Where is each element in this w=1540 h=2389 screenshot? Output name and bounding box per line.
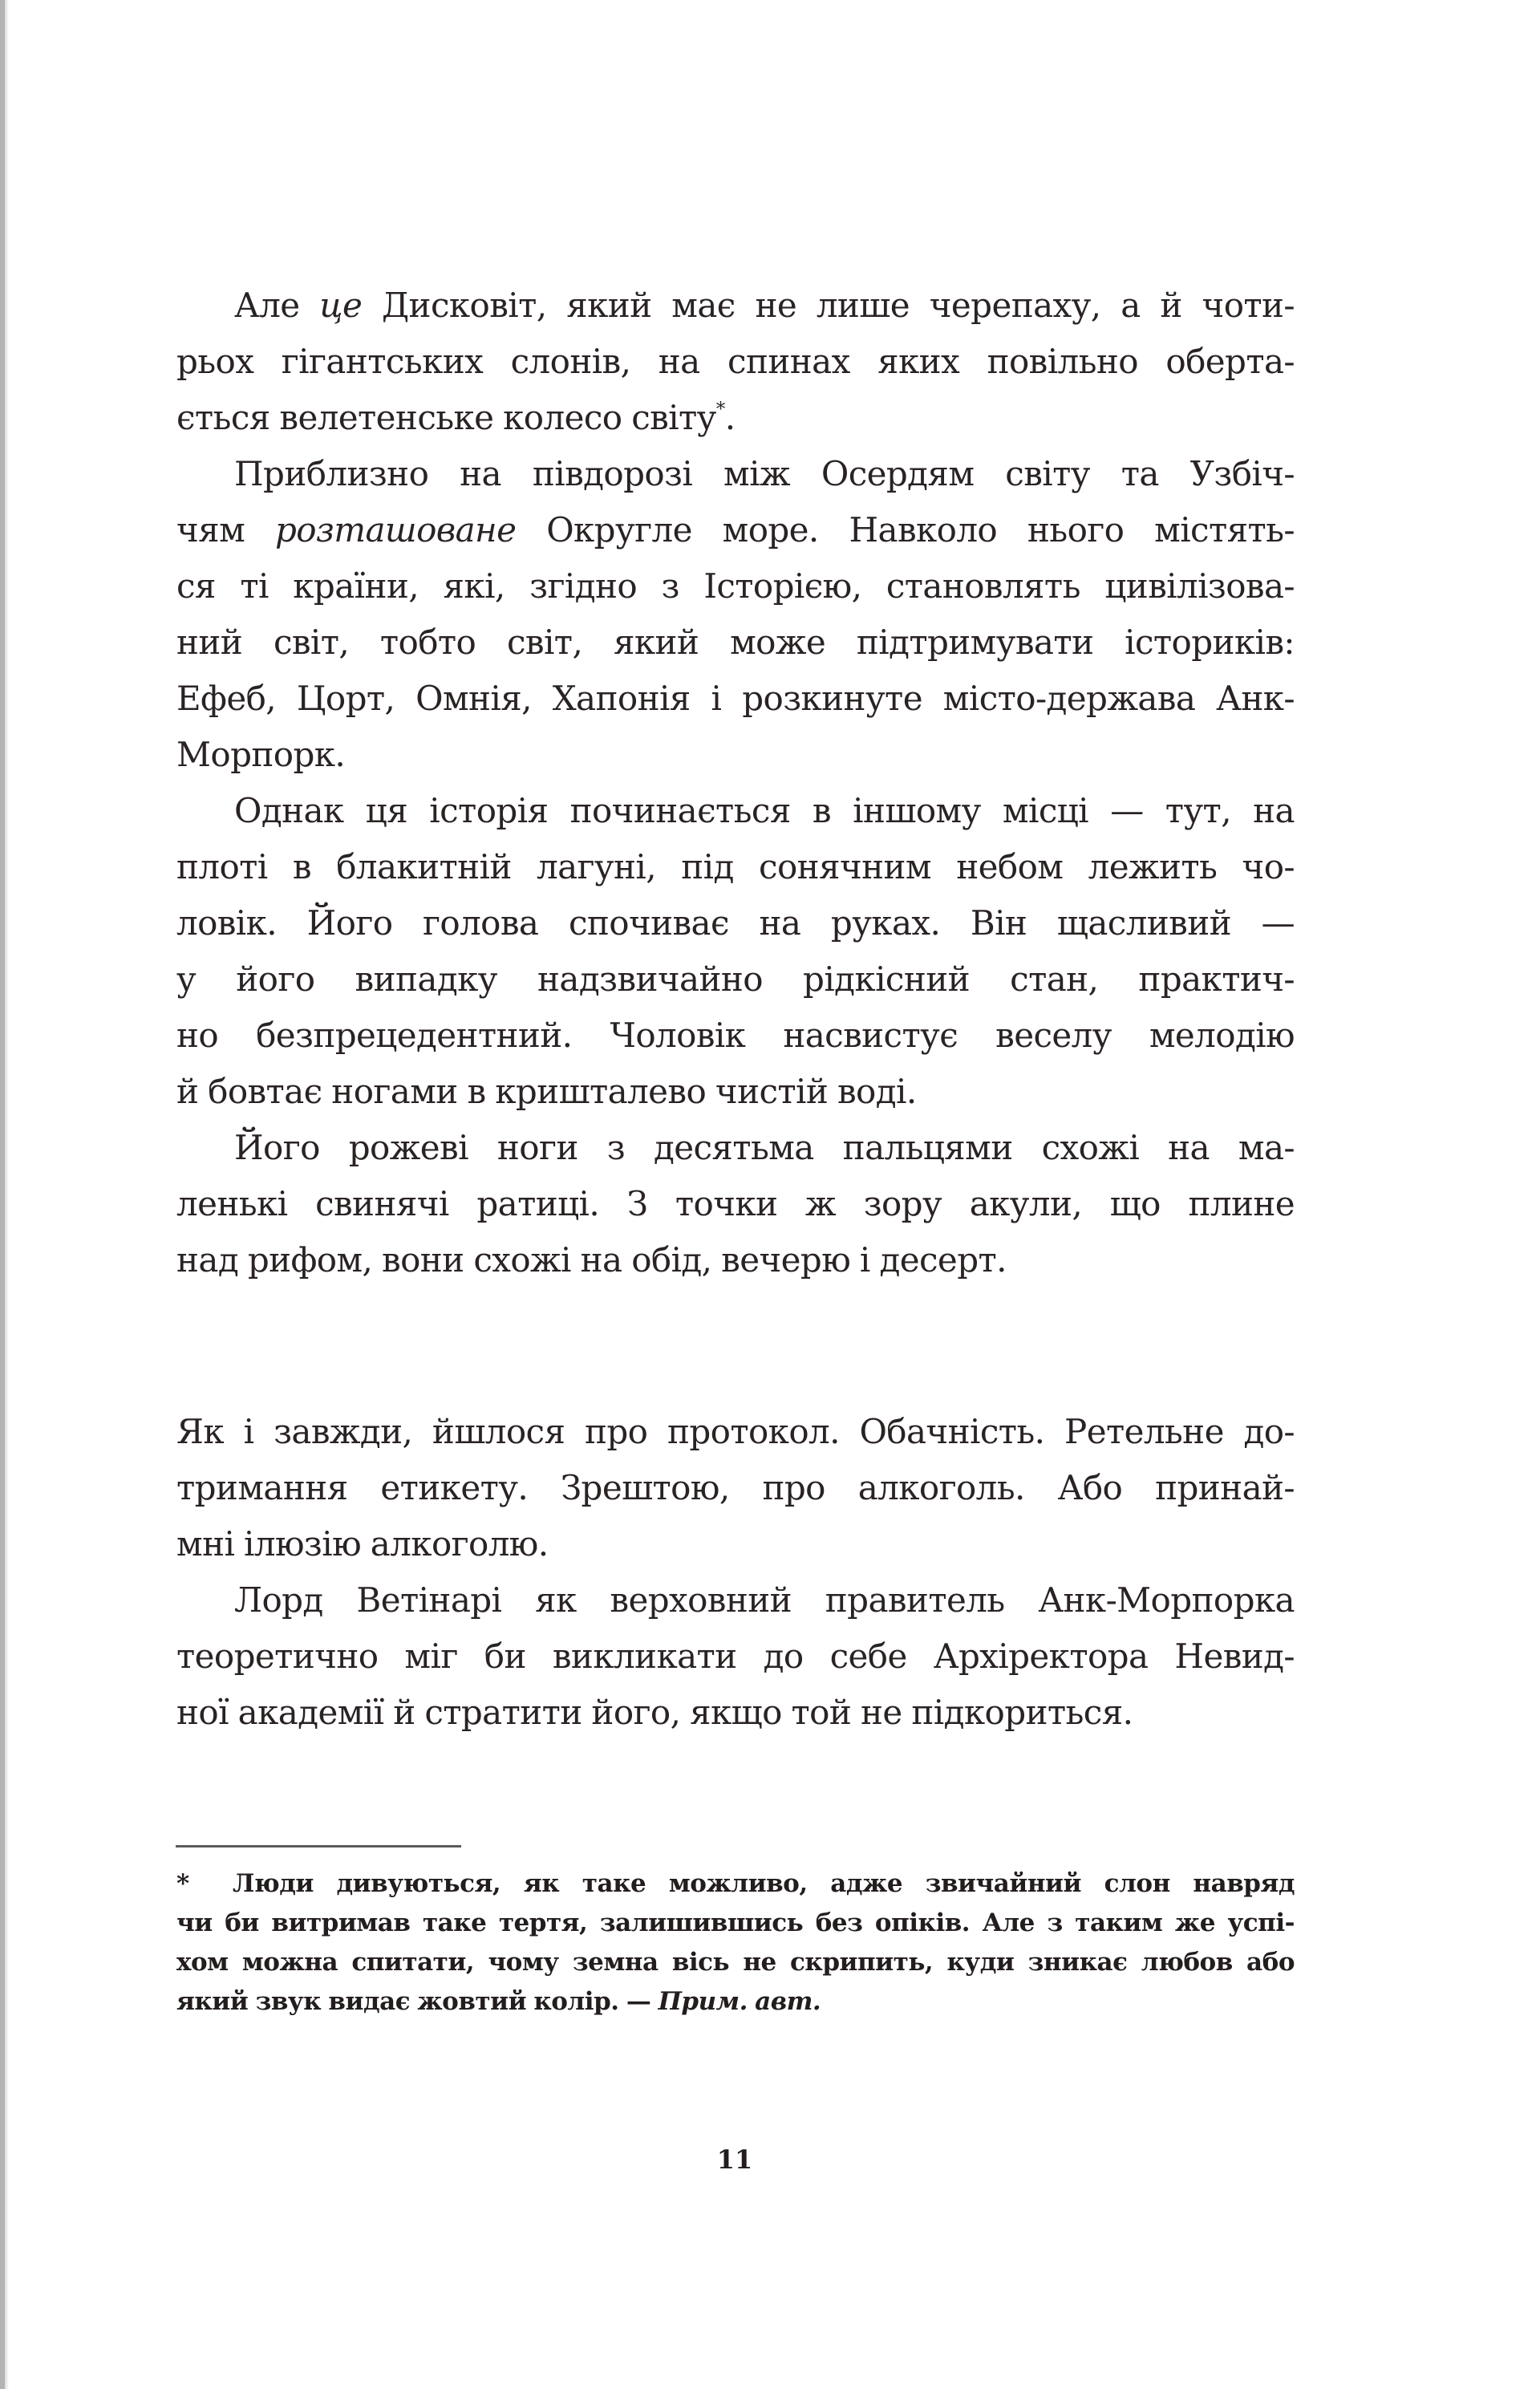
section-1 [176, 278, 1295, 1288]
text-line: ної академії й стратити його, якщо той не підкориться. [176, 1693, 1133, 1732]
italic-run: це [319, 286, 363, 325]
text-line: Ефеб, Цорт, Омнія, Хапонія і розкинуте місто-держава Анк- [176, 679, 1295, 718]
text-run: Люди дивуються, як таке можливо, адже звичайний слон навряд [233, 1869, 1295, 1898]
text-line: ний світ, тобто світ, який може підтримувати істориків: [176, 623, 1295, 662]
text-line [176, 502, 1295, 558]
paragraph [176, 1120, 1295, 1288]
text-line [176, 1982, 1295, 2022]
footnote [176, 1864, 1295, 2022]
footnote-separator [176, 1845, 461, 1848]
italic-run: Прим. авт. [658, 1987, 821, 2016]
text-run: Дисковіт, який має не лише черепаху, а й чоти- [362, 286, 1295, 325]
text-line: ся ті країни, які, згідно з Історією, становлять цивілізова- [176, 566, 1295, 606]
page-number: 11 [716, 2144, 753, 2175]
text-run: чям [176, 510, 275, 550]
paragraph [176, 1572, 1295, 1741]
text-line: Лорд Ветінарі як верховний правитель Анк-Морпорка [234, 1580, 1295, 1620]
text-line: чи би витримав таке тертя, залишившись без опіків. Але з таким же успі- [176, 1908, 1295, 1937]
text-line: хом можна спитати, чому земна вісь не скрипить, куди зникає любов або [176, 1948, 1295, 1977]
footnote-mark: * [176, 1869, 189, 1898]
text-run: ється велетенське колесо світу [176, 398, 716, 437]
text-line: тримання етикету. Зрештою, про алкоголь. Або принай- [176, 1468, 1295, 1507]
text-run: . [724, 398, 736, 437]
text-line: й бовтає ногами в кришталево чистій воді. [176, 1072, 917, 1111]
text-line: Морпорк. [176, 735, 346, 774]
page-edge-shade [5, 0, 9, 2389]
text-line: плоті в блакитній лагуні, під сонячним небом лежить чо- [176, 847, 1295, 886]
paragraph [176, 783, 1295, 1120]
footnote-reference[interactable]: * [715, 399, 725, 420]
text-line: но безпрецедентний. Чоловік насвистує веселу мелодію [176, 1016, 1295, 1055]
text-run: Але [234, 286, 320, 325]
text-line [176, 390, 1295, 446]
text-line: Приблизно на півдорозі між Осердям світу та Узбіч- [234, 454, 1295, 493]
paragraph [176, 1404, 1295, 1572]
text-line: над рифом, вони схожі на обід, вечерю і десерт. [176, 1240, 1007, 1280]
text-run: який звук видає жовтий колір. — [176, 1987, 659, 2016]
text-line: у його випадку надзвичайно рідкісний стан, практич- [176, 959, 1295, 999]
text-line: ловік. Його голова спочиває на руках. Він щасливий — [176, 903, 1295, 943]
text-line: мні ілюзію алкоголю. [176, 1524, 549, 1564]
text-line [176, 1864, 1295, 1904]
text-line: Його рожеві ноги з десятьма пальцями схожі на ма- [234, 1128, 1295, 1167]
text-line: ленькі свинячі ратиці. З точки ж зору акули, що плине [176, 1184, 1295, 1223]
paragraph [176, 446, 1295, 783]
text-line: теоретично міг би викликати до себе Архіректора Невид- [176, 1637, 1295, 1676]
paragraph [176, 278, 1295, 446]
text-line: Однак ця історія починається в іншому місці — тут, на [234, 791, 1295, 830]
text-line: рьох гігантських слонів, на спинах яких повільно оберта- [176, 342, 1295, 381]
text-run: Округле море. Навколо нього містять- [516, 510, 1295, 550]
text-line: Як і завжди, йшлося про протокол. Обачність. Ретельне до- [176, 1412, 1295, 1451]
section-2 [176, 1404, 1295, 1741]
italic-run: розташоване [274, 510, 517, 550]
text-line [176, 278, 1295, 334]
